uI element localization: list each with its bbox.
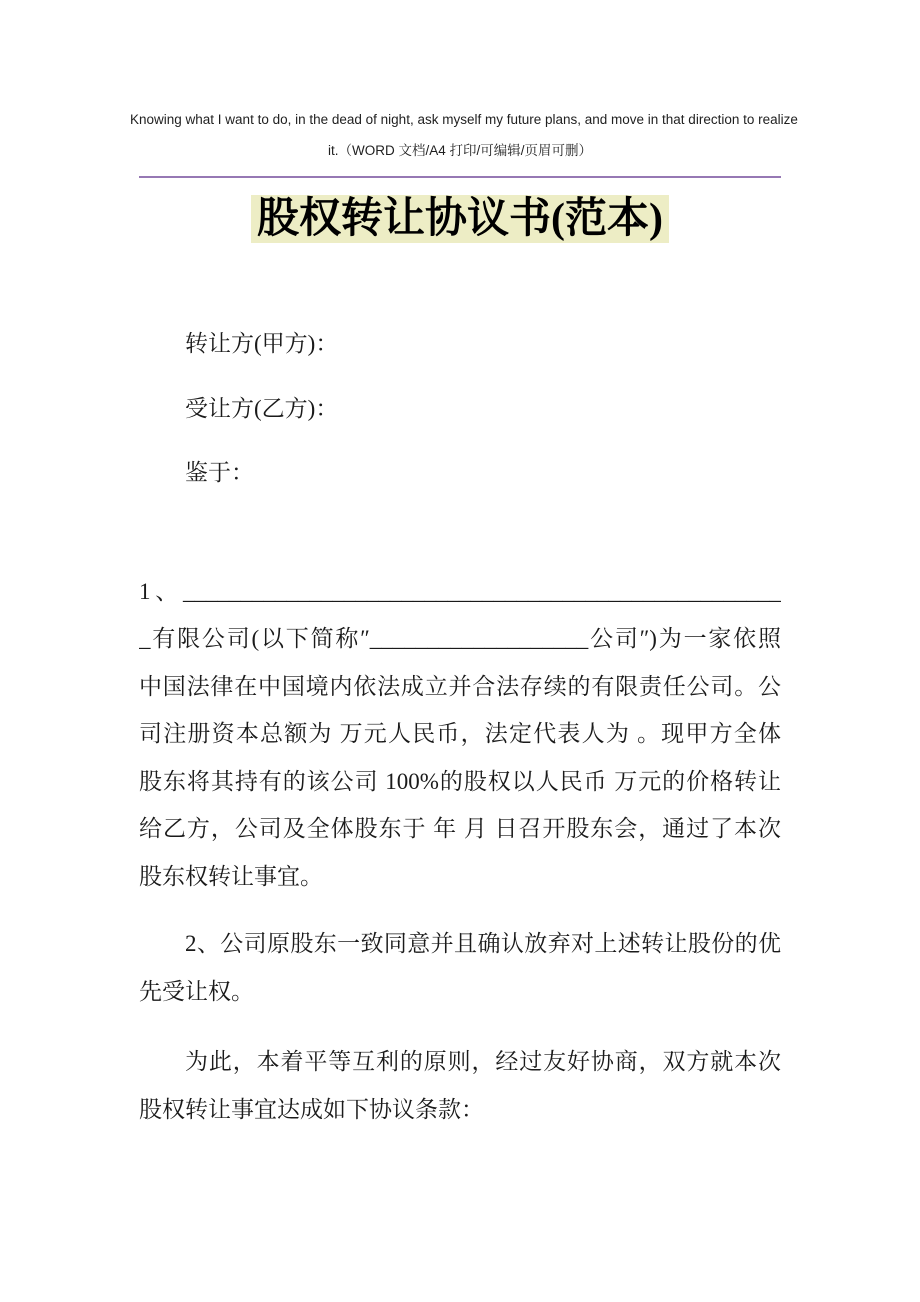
- paragraph-line: 给乙方，公司及全体股东于 年 月 日召开股东会，通过了本次: [139, 816, 781, 841]
- paragraph-line: 司注册资本总额为 万元人民币，法定代表人为 。现甲方全体: [139, 721, 781, 746]
- header-divider-line: [139, 176, 781, 178]
- paragraph-line: 转让方(甲方)：: [185, 331, 339, 356]
- header-line: it.（WORD 文档/A4 打印/可编辑/页眉可删）: [327, 143, 592, 158]
- document-body: [139, 320, 781, 1133]
- document-header: [130, 0, 798, 166]
- paragraph-line: 中国法律在中国境内依法成立并合法存续的有限责任公司。公: [139, 673, 781, 699]
- document-title: [0, 192, 920, 246]
- paragraph-line: 2、公司原股东一致同意并且确认放弃对上述转让股份的优: [185, 931, 781, 956]
- paragraph: [139, 320, 781, 368]
- paragraph: [139, 920, 781, 1015]
- paragraph-line: 先受让权。: [139, 978, 254, 1004]
- paragraph-line: 受让方(乙方)：: [185, 395, 339, 421]
- header-line: Knowing what I want to do, in the dead of night, ask myself my future plans, and move in that direction to realize: [130, 112, 798, 127]
- title-highlight: 股权转让协议书(范本): [251, 195, 669, 243]
- paragraph-line: 鉴于：: [185, 460, 254, 485]
- paragraph-line: 股东权转让事宜。: [139, 863, 323, 889]
- paragraph-line: _有限公司(以下简称″___________________公司″)为一家依照: [139, 626, 781, 651]
- paragraph-line: 股东将其持有的该公司 100%的股权以人民币 万元的价格转让: [139, 768, 781, 794]
- paragraph-line: 股权转让事宜达成如下协议条款：: [139, 1096, 484, 1122]
- paragraph: [139, 1038, 781, 1133]
- paragraph: [139, 449, 781, 497]
- paragraph-line: 1、____________________________________________________: [139, 578, 781, 604]
- paragraph: [139, 385, 781, 433]
- paragraph-line: 为此，本着平等互利的原则，经过友好协商，双方就本次: [185, 1049, 781, 1074]
- paragraph: [139, 568, 781, 901]
